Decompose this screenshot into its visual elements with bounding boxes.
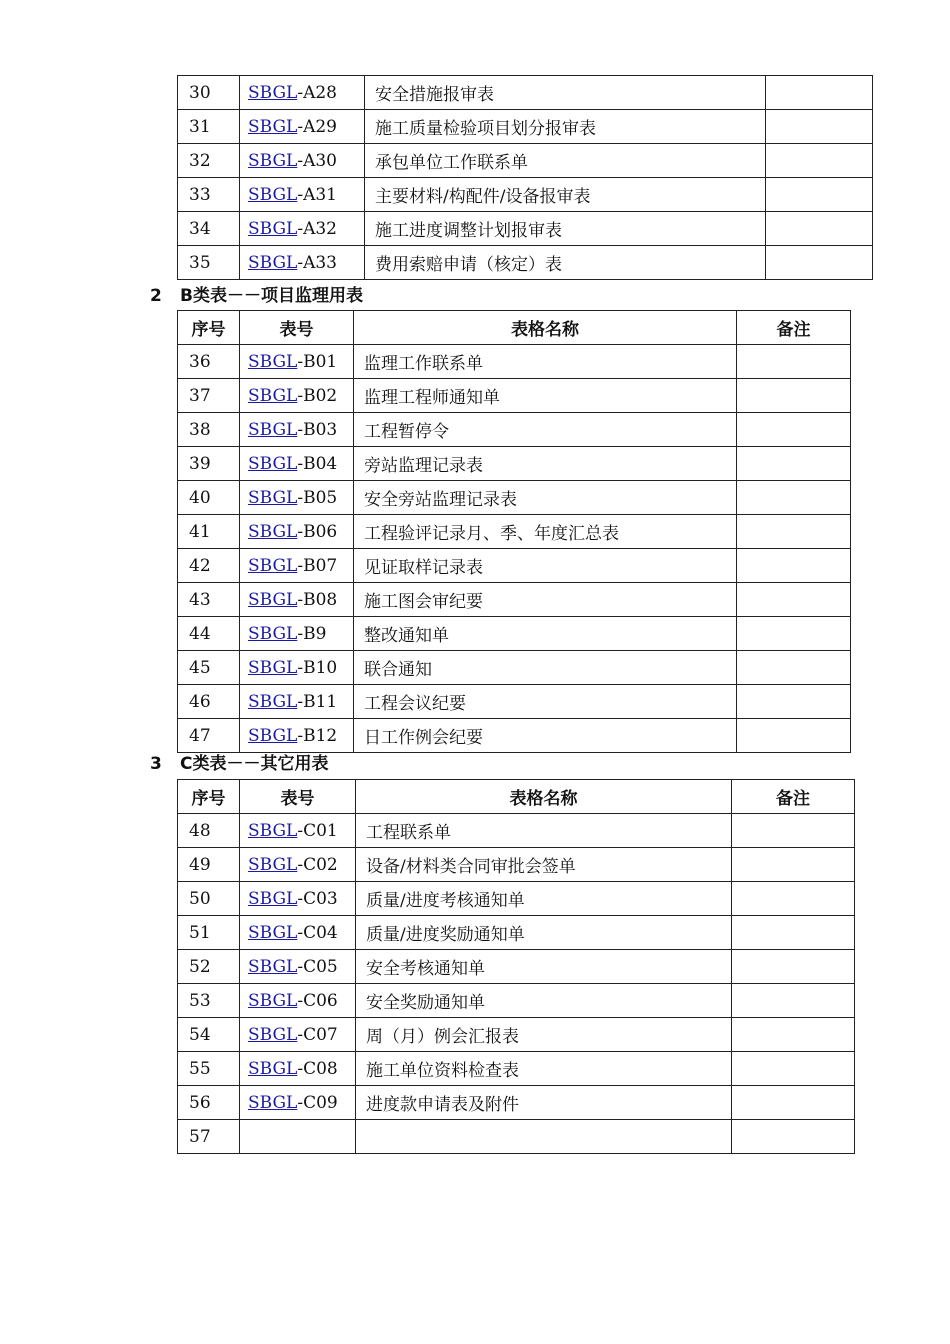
form-code-suffix: -C02 xyxy=(297,854,338,875)
form-code-suffix: -C03 xyxy=(297,888,338,909)
row-form-name: 质量/进度奖励通知单 xyxy=(356,916,732,950)
row-remark xyxy=(732,1018,855,1052)
header-name: 表格名称 xyxy=(354,311,737,345)
row-seq: 55 xyxy=(178,1052,240,1086)
row-form-name: 承包单位工作联系单 xyxy=(365,144,766,178)
row-code xyxy=(240,1086,356,1120)
row-seq: 54 xyxy=(178,1018,240,1052)
row-remark xyxy=(732,848,855,882)
table-row xyxy=(178,617,851,651)
table-row xyxy=(178,144,873,178)
row-form-name: 施工质量检验项目划分报审表 xyxy=(365,110,766,144)
form-code-suffix: -B08 xyxy=(297,589,338,610)
row-remark xyxy=(732,1052,855,1086)
row-seq: 49 xyxy=(178,848,240,882)
form-code-link[interactable]: SBGL xyxy=(248,1024,298,1045)
row-code xyxy=(240,1052,356,1086)
row-form-name xyxy=(356,1120,732,1154)
row-form-name: 安全旁站监理记录表 xyxy=(354,481,737,515)
row-code xyxy=(240,916,356,950)
row-code xyxy=(240,1018,356,1052)
row-code xyxy=(240,76,365,110)
row-seq: 45 xyxy=(178,651,240,685)
row-seq: 50 xyxy=(178,882,240,916)
row-code xyxy=(240,617,354,651)
row-code xyxy=(240,651,354,685)
table-row xyxy=(178,76,873,110)
row-seq: 32 xyxy=(178,144,240,178)
table-row xyxy=(178,848,855,882)
row-remark xyxy=(737,379,851,413)
row-seq: 36 xyxy=(178,345,240,379)
table-row xyxy=(178,950,855,984)
row-remark xyxy=(732,814,855,848)
row-seq: 38 xyxy=(178,413,240,447)
table-row xyxy=(178,1120,855,1154)
form-code-suffix: -A30 xyxy=(297,150,337,171)
row-form-name: 旁站监理记录表 xyxy=(354,447,737,481)
header-name: 表格名称 xyxy=(356,780,732,814)
form-code-link[interactable]: SBGL xyxy=(248,487,298,508)
row-remark xyxy=(737,719,851,753)
table-row xyxy=(178,583,851,617)
row-form-name: 工程验评记录月、季、年度汇总表 xyxy=(354,515,737,549)
table-row xyxy=(178,110,873,144)
header-remark: 备注 xyxy=(732,780,855,814)
table-row xyxy=(178,1052,855,1086)
row-code xyxy=(240,583,354,617)
form-code-link[interactable]: SBGL xyxy=(248,623,298,644)
form-code-suffix: -B10 xyxy=(297,657,338,678)
row-remark xyxy=(737,685,851,719)
form-code-link[interactable]: SBGL xyxy=(248,351,298,372)
row-code xyxy=(240,515,354,549)
form-code-suffix: -A32 xyxy=(297,218,337,239)
form-code-link[interactable]: SBGL xyxy=(248,820,298,841)
form-code-suffix: -B06 xyxy=(297,521,338,542)
row-form-name: 工程联系单 xyxy=(356,814,732,848)
row-seq: 47 xyxy=(178,719,240,753)
form-code-suffix: -B05 xyxy=(297,487,338,508)
form-code-suffix: -B9 xyxy=(297,623,327,644)
row-code xyxy=(240,719,354,753)
row-code xyxy=(240,950,356,984)
row-form-name: 日工作例会纪要 xyxy=(354,719,737,753)
table-row xyxy=(178,1018,855,1052)
form-code-link[interactable]: SBGL xyxy=(248,184,298,205)
row-form-name: 整改通知单 xyxy=(354,617,737,651)
form-code-suffix: -A29 xyxy=(297,116,337,137)
form-code-link[interactable]: SBGL xyxy=(248,956,298,977)
table-b xyxy=(177,310,851,753)
row-form-name: 联合通知 xyxy=(354,651,737,685)
form-code-suffix: -C07 xyxy=(297,1024,338,1045)
row-code xyxy=(240,814,356,848)
form-code-link[interactable]: SBGL xyxy=(248,922,298,943)
section-c-title: C类表－－其它用表 xyxy=(180,754,329,774)
row-code xyxy=(240,549,354,583)
row-seq: 39 xyxy=(178,447,240,481)
row-remark xyxy=(737,447,851,481)
row-form-name: 安全考核通知单 xyxy=(356,950,732,984)
row-remark xyxy=(737,515,851,549)
row-remark xyxy=(732,1120,855,1154)
form-code-link[interactable]: SBGL xyxy=(248,218,298,239)
row-seq: 43 xyxy=(178,583,240,617)
row-remark xyxy=(737,413,851,447)
table-row xyxy=(178,447,851,481)
form-code-link[interactable]: SBGL xyxy=(248,888,298,909)
row-form-name: 安全奖励通知单 xyxy=(356,984,732,1018)
form-code-suffix: -B02 xyxy=(297,385,338,406)
row-remark xyxy=(766,246,873,280)
form-code-link[interactable]: SBGL xyxy=(248,1092,298,1113)
row-remark xyxy=(737,583,851,617)
row-code xyxy=(240,481,354,515)
row-remark xyxy=(737,345,851,379)
form-code-link[interactable]: SBGL xyxy=(248,725,298,746)
form-code-suffix: -A28 xyxy=(297,82,337,103)
row-seq: 33 xyxy=(178,178,240,212)
row-remark xyxy=(732,950,855,984)
table-row xyxy=(178,984,855,1018)
row-code xyxy=(240,246,365,280)
header-code: 表号 xyxy=(240,780,356,814)
section-c-number: 3 xyxy=(150,754,162,774)
row-code xyxy=(240,212,365,246)
table-row xyxy=(178,549,851,583)
form-code-link[interactable]: SBGL xyxy=(248,521,298,542)
table-row xyxy=(178,413,851,447)
table-row xyxy=(178,882,855,916)
form-code-suffix: -B12 xyxy=(297,725,338,746)
row-seq: 40 xyxy=(178,481,240,515)
form-code-suffix: -A31 xyxy=(297,184,337,205)
row-seq: 56 xyxy=(178,1086,240,1120)
row-code xyxy=(240,379,354,413)
table-row xyxy=(178,916,855,950)
row-code xyxy=(240,345,354,379)
row-code xyxy=(240,882,356,916)
row-remark xyxy=(732,1086,855,1120)
row-remark xyxy=(766,144,873,178)
form-code-suffix: -C05 xyxy=(297,956,338,977)
section-b-title: B类表－－项目监理用表 xyxy=(180,286,363,306)
row-code xyxy=(240,413,354,447)
form-code-link[interactable]: SBGL xyxy=(248,657,298,678)
form-code-link[interactable]: SBGL xyxy=(248,589,298,610)
row-seq: 57 xyxy=(178,1120,240,1154)
form-code-suffix: -A33 xyxy=(297,252,337,273)
form-code-link[interactable]: SBGL xyxy=(248,990,298,1011)
row-remark xyxy=(737,651,851,685)
header-seq: 序号 xyxy=(178,780,240,814)
form-code-suffix: -B01 xyxy=(297,351,338,372)
row-seq: 51 xyxy=(178,916,240,950)
table-row xyxy=(178,379,851,413)
form-code-link[interactable]: SBGL xyxy=(248,1058,298,1079)
row-form-name: 监理工程师通知单 xyxy=(354,379,737,413)
form-code-suffix: -B03 xyxy=(297,419,338,440)
form-code-link[interactable]: SBGL xyxy=(248,385,298,406)
header-code: 表号 xyxy=(240,311,354,345)
row-seq: 42 xyxy=(178,549,240,583)
row-code xyxy=(240,144,365,178)
row-remark xyxy=(732,882,855,916)
table-row xyxy=(178,814,855,848)
form-code-suffix: -B04 xyxy=(297,453,338,474)
form-code-link[interactable]: SBGL xyxy=(248,555,298,576)
row-form-name: 进度款申请表及附件 xyxy=(356,1086,732,1120)
row-seq: 35 xyxy=(178,246,240,280)
table-b-header-row xyxy=(178,311,851,345)
row-remark xyxy=(766,76,873,110)
row-form-name: 设备/材料类合同审批会签单 xyxy=(356,848,732,882)
row-form-name: 见证取样记录表 xyxy=(354,549,737,583)
table-row xyxy=(178,1086,855,1120)
row-remark xyxy=(766,178,873,212)
row-remark xyxy=(732,984,855,1018)
table-c-body xyxy=(178,814,855,1154)
form-code-suffix: -C04 xyxy=(297,922,338,943)
table-c xyxy=(177,779,855,1154)
table-b-body xyxy=(178,345,851,753)
row-form-name: 安全措施报审表 xyxy=(365,76,766,110)
table-row xyxy=(178,178,873,212)
row-remark xyxy=(737,481,851,515)
form-code-link[interactable]: SBGL xyxy=(248,116,298,137)
row-remark xyxy=(766,212,873,246)
form-code-link[interactable]: SBGL xyxy=(248,854,298,875)
row-form-name: 工程暂停令 xyxy=(354,413,737,447)
row-remark xyxy=(737,617,851,651)
row-remark xyxy=(766,110,873,144)
row-seq: 34 xyxy=(178,212,240,246)
row-form-name: 施工进度调整计划报审表 xyxy=(365,212,766,246)
row-form-name: 施工单位资料检查表 xyxy=(356,1052,732,1086)
form-code-link[interactable]: SBGL xyxy=(248,419,298,440)
row-code xyxy=(240,110,365,144)
table-row xyxy=(178,651,851,685)
row-code xyxy=(240,984,356,1018)
row-form-name: 质量/进度考核通知单 xyxy=(356,882,732,916)
form-code-suffix: -C09 xyxy=(297,1092,338,1113)
table-row xyxy=(178,685,851,719)
header-remark: 备注 xyxy=(737,311,851,345)
row-remark xyxy=(737,549,851,583)
table-row xyxy=(178,515,851,549)
form-code-link[interactable]: SBGL xyxy=(248,82,298,103)
row-code xyxy=(240,447,354,481)
form-code-link[interactable]: SBGL xyxy=(248,150,298,171)
section-b-heading xyxy=(150,281,363,306)
form-code-suffix: -C08 xyxy=(297,1058,338,1079)
row-seq: 53 xyxy=(178,984,240,1018)
table-a xyxy=(177,75,873,280)
row-code xyxy=(240,685,354,719)
row-seq: 48 xyxy=(178,814,240,848)
form-code-suffix: -C01 xyxy=(297,820,338,841)
section-c-heading xyxy=(150,749,328,774)
form-code-link[interactable]: SBGL xyxy=(248,453,298,474)
form-code-link[interactable]: SBGL xyxy=(248,691,298,712)
row-seq: 41 xyxy=(178,515,240,549)
row-code xyxy=(240,848,356,882)
table-row xyxy=(178,246,873,280)
row-code xyxy=(240,178,365,212)
table-a-body xyxy=(178,76,873,280)
row-seq: 30 xyxy=(178,76,240,110)
row-form-name: 费用索赔申请（核定）表 xyxy=(365,246,766,280)
form-code-suffix: -B07 xyxy=(297,555,338,576)
row-form-name: 工程会议纪要 xyxy=(354,685,737,719)
form-code-suffix: -B11 xyxy=(297,691,338,712)
row-form-name: 主要材料/构配件/设备报审表 xyxy=(365,178,766,212)
form-code-suffix: -C06 xyxy=(297,990,338,1011)
row-form-name: 监理工作联系单 xyxy=(354,345,737,379)
table-row xyxy=(178,345,851,379)
row-remark xyxy=(732,916,855,950)
form-code-link[interactable]: SBGL xyxy=(248,252,298,273)
row-seq: 37 xyxy=(178,379,240,413)
row-form-name: 周（月）例会汇报表 xyxy=(356,1018,732,1052)
table-row xyxy=(178,481,851,515)
row-seq: 31 xyxy=(178,110,240,144)
table-row xyxy=(178,212,873,246)
section-b-number: 2 xyxy=(150,286,162,306)
table-row xyxy=(178,719,851,753)
row-form-name: 施工图会审纪要 xyxy=(354,583,737,617)
row-seq: 44 xyxy=(178,617,240,651)
header-seq: 序号 xyxy=(178,311,240,345)
row-seq: 52 xyxy=(178,950,240,984)
table-c-header-row xyxy=(178,780,855,814)
row-seq: 46 xyxy=(178,685,240,719)
row-code xyxy=(240,1120,356,1154)
